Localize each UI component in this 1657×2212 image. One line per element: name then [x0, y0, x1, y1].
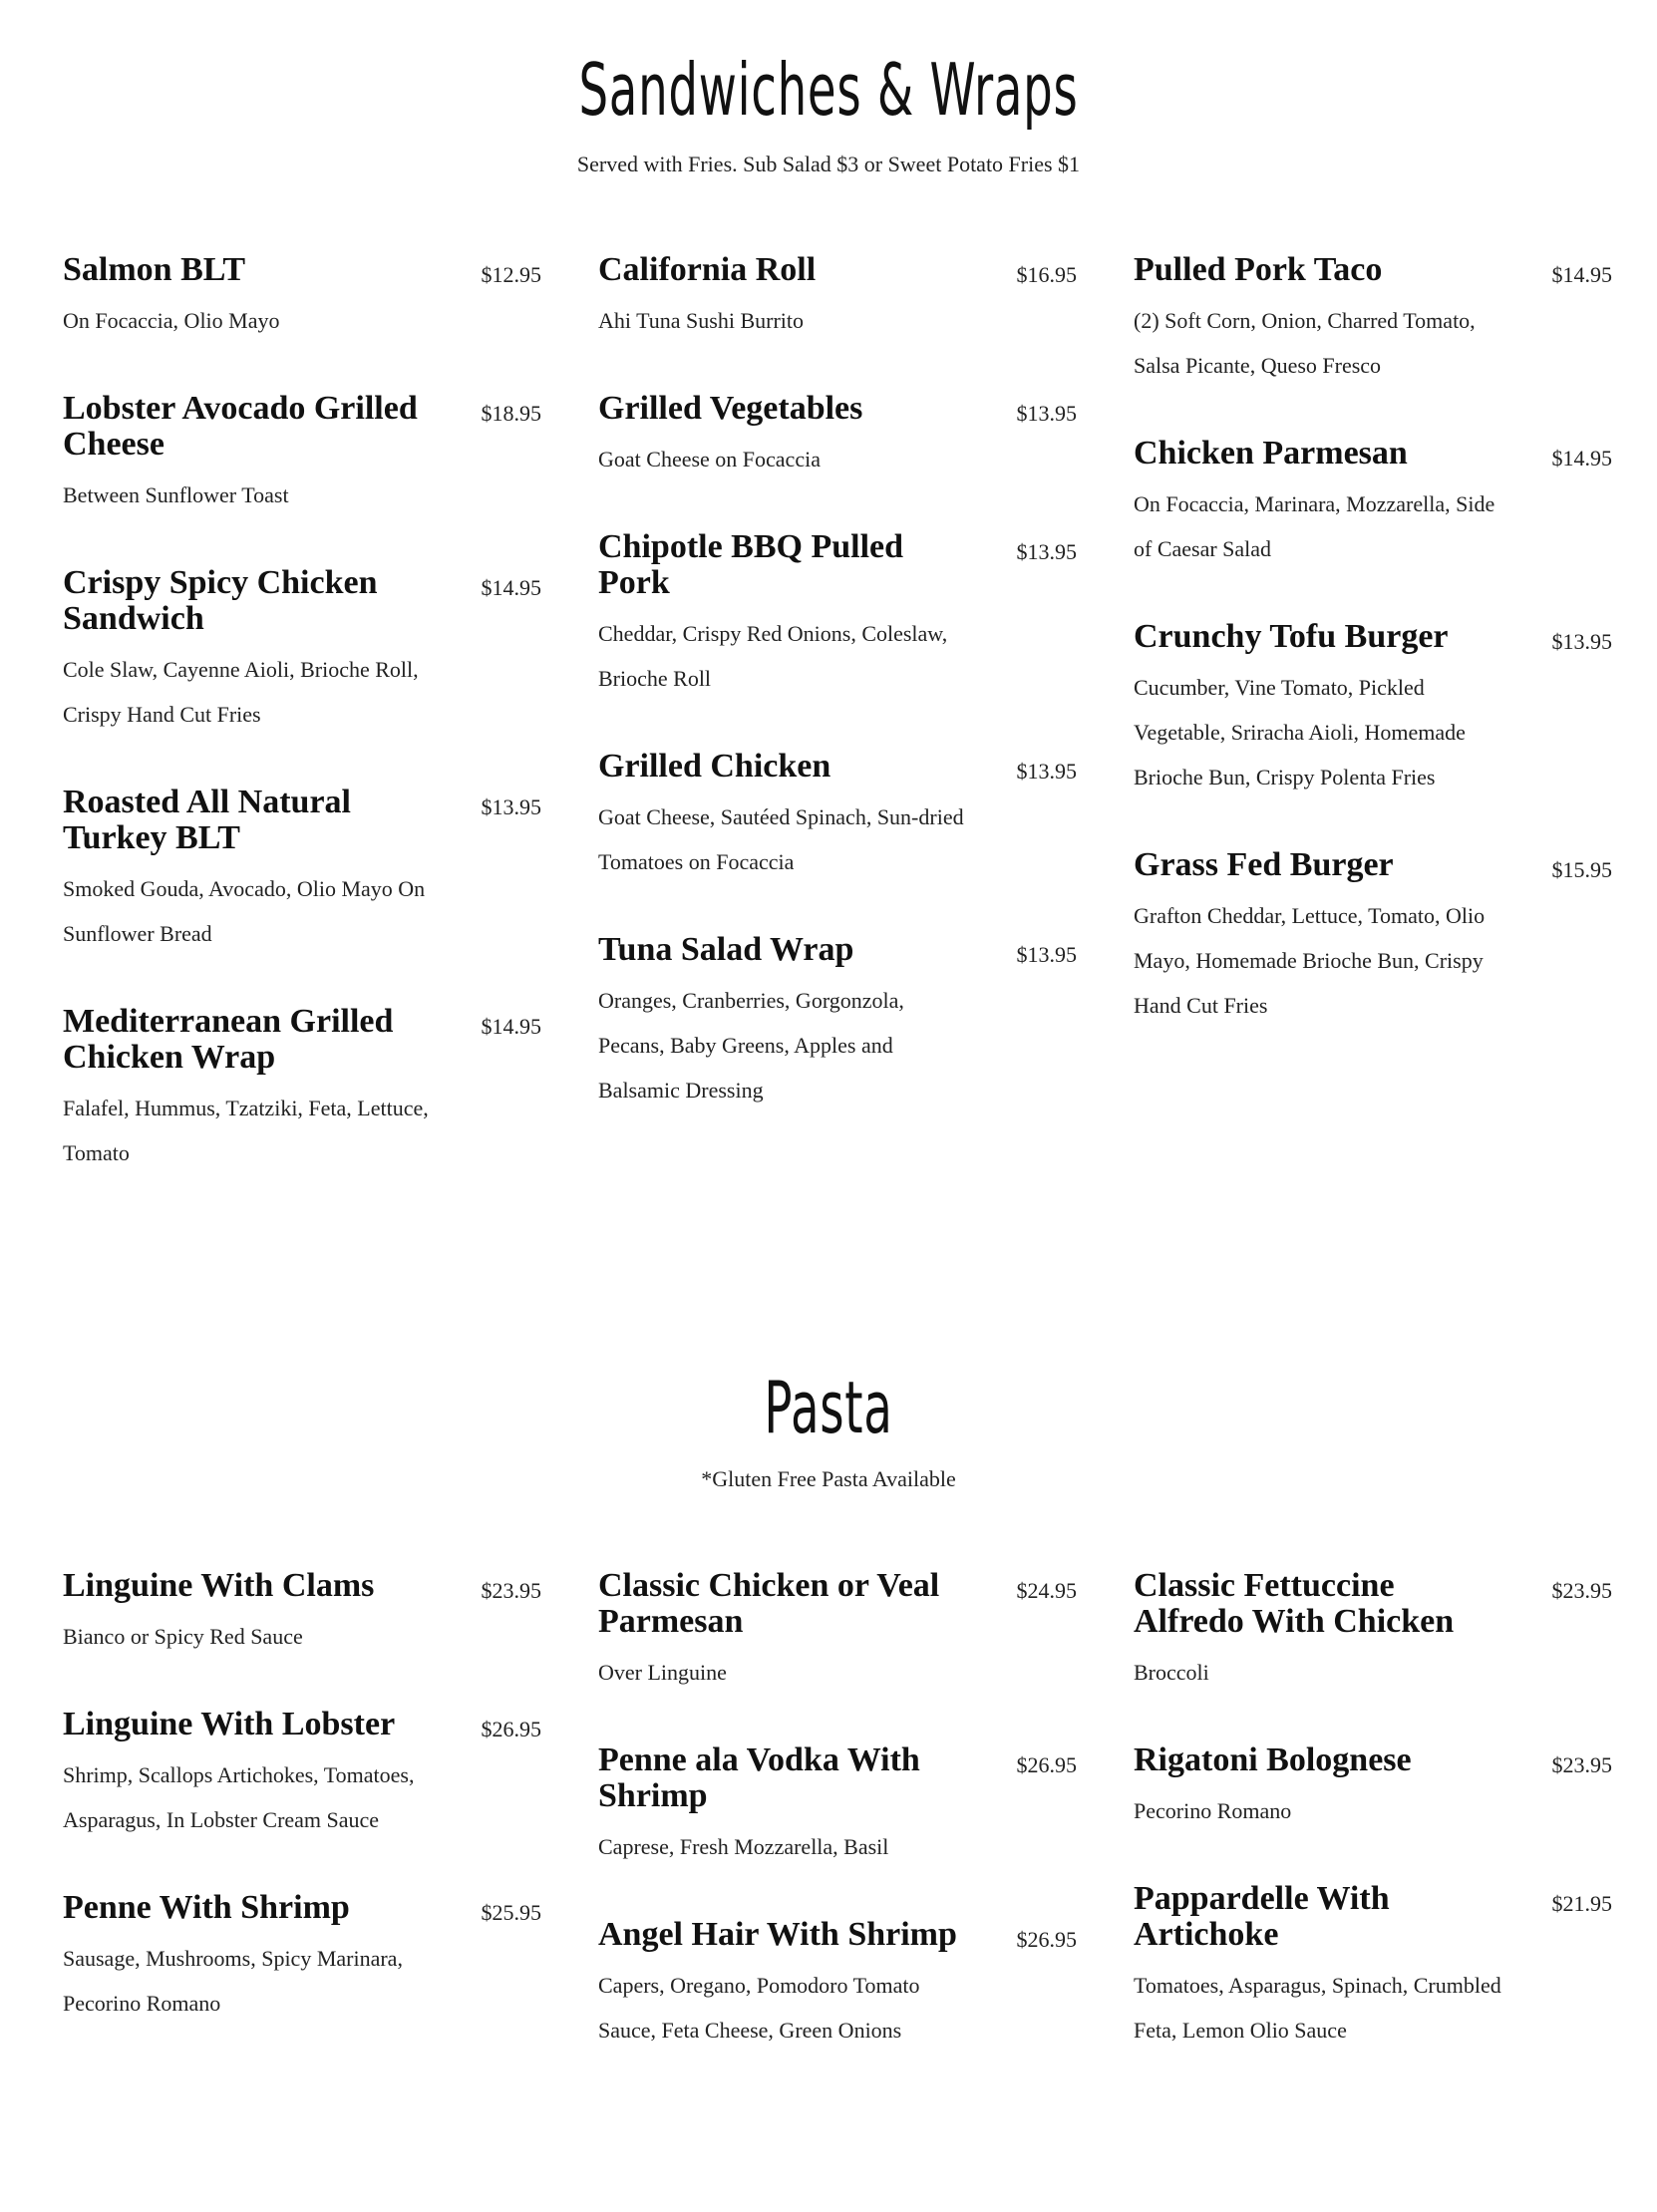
menu-item	[598, 391, 1077, 481]
item-name: Grass Fed Burger	[1134, 846, 1394, 883]
menu-item	[598, 529, 1077, 701]
item-price: $13.95	[481, 794, 541, 819]
menu-item	[63, 565, 541, 737]
item-description: On Focaccia, Marinara, Mozzarella, Side of Caesar Salad	[1134, 491, 1495, 561]
item-description: (2) Soft Corn, Onion, Charred Tomato, Salsa Picante, Queso Fresco	[1134, 308, 1476, 378]
menu-item	[1134, 1568, 1612, 1695]
item-name: Classic Fettuccine Alfredo With Chicken	[1134, 1567, 1455, 1640]
item-name: Angel Hair With Shrimp	[598, 1916, 957, 1953]
item-name: Salmon BLT	[63, 251, 245, 288]
item-price: $12.95	[481, 262, 541, 287]
item-name: Linguine With Lobster	[63, 1706, 396, 1742]
item-price: $25.95	[481, 1900, 541, 1925]
item-description: Tomatoes, Asparagus, Spinach, Crumbled Feta, Lemon Olio Sauce	[1134, 1973, 1501, 2043]
item-name: Linguine With Clams	[63, 1567, 375, 1604]
menu-item	[598, 749, 1077, 884]
item-name: California Roll	[598, 251, 817, 288]
item-description: Grafton Cheddar, Lettuce, Tomato, Olio Mayo, Homemade Brioche Bun, Crispy Hand Cut Fries	[1134, 903, 1486, 1018]
item-price: $26.95	[481, 1717, 541, 1741]
item-price: $26.95	[1016, 1752, 1077, 1777]
item-description: Falafel, Hummus, Tzatziki, Feta, Lettuce, Tomato	[63, 1096, 429, 1165]
menu-item	[1134, 1742, 1612, 1833]
item-description: Oranges, Cranberries, Gorgonzola, Pecans, Baby Greens, Apples and Balsamic Dressing	[598, 988, 904, 1103]
menu-item	[1134, 619, 1612, 799]
menu-item	[63, 1568, 541, 1659]
menu-item	[1134, 1881, 1612, 2053]
pasta-column-1	[63, 1568, 541, 2026]
sandwiches-column-1	[63, 252, 541, 1175]
sandwiches-section-subtitle: Served with Fries. Sub Salad $3 or Sweet Potato Fries $1	[576, 152, 1081, 176]
item-price: $14.95	[1551, 446, 1612, 471]
menu-item	[63, 785, 541, 956]
item-name: Chipotle BBQ Pulled Pork	[598, 528, 904, 601]
item-name: Mediterranean Grilled Chicken Wrap	[63, 1003, 394, 1076]
item-price: $13.95	[1551, 629, 1612, 654]
item-description: Cucumber, Vine Tomato, Pickled Vegetable, Sriracha Aioli, Homemade Brioche Bun, Crispy Polenta Fries	[1134, 675, 1466, 790]
item-price: $13.95	[1016, 539, 1077, 564]
item-description: Goat Cheese on Focaccia	[598, 447, 821, 472]
item-name: Roasted All Natural Turkey BLT	[63, 784, 351, 856]
item-price: $23.95	[1551, 1578, 1612, 1603]
item-price: $24.95	[1016, 1578, 1077, 1603]
item-description: Broccoli	[1134, 1660, 1209, 1685]
item-price: $21.95	[1551, 1891, 1612, 1916]
item-price: $23.95	[1551, 1752, 1612, 1777]
pasta-column-2	[598, 1568, 1077, 2053]
item-description: On Focaccia, Olio Mayo	[63, 308, 280, 333]
item-price: $13.95	[1016, 401, 1077, 426]
item-price: $23.95	[481, 1578, 541, 1603]
menu-item	[598, 932, 1077, 1112]
item-description: Capers, Oregano, Pomodoro Tomato Sauce, Feta Cheese, Green Onions	[598, 1973, 920, 2043]
item-description: Ahi Tuna Sushi Burrito	[598, 308, 804, 333]
sandwiches-column-2	[598, 252, 1077, 1112]
item-description: Goat Cheese, Sautéed Spinach, Sun-dried Tomatoes on Focaccia	[598, 804, 964, 874]
item-price: $16.95	[1016, 262, 1077, 287]
menu-item	[598, 1568, 1077, 1695]
item-name: Classic Chicken or Veal Parmesan	[598, 1567, 940, 1640]
item-name: Pappardelle With Artichoke	[1134, 1880, 1390, 1953]
item-description: Cheddar, Crispy Red Onions, Coleslaw, Brioche Roll	[598, 621, 948, 691]
item-description: Pecorino Romano	[1134, 1798, 1292, 1823]
menu-item	[63, 1890, 541, 2026]
item-price: $14.95	[481, 575, 541, 600]
item-price: $26.95	[1016, 1927, 1077, 1952]
item-name: Rigatoni Bolognese	[1134, 1741, 1412, 1778]
menu-item	[63, 252, 541, 343]
pasta-column-3	[1134, 1568, 1612, 2053]
menu-item	[1134, 436, 1612, 571]
menu-item	[598, 1742, 1077, 1869]
item-description: Smoked Gouda, Avocado, Olio Mayo On Sunflower Bread	[63, 876, 426, 946]
item-description: Cole Slaw, Cayenne Aioli, Brioche Roll, Crispy Hand Cut Fries	[63, 657, 419, 727]
item-name: Crispy Spicy Chicken Sandwich	[63, 564, 378, 637]
item-name: Lobster Avocado Grilled Cheese	[63, 390, 418, 463]
item-price: $15.95	[1551, 857, 1612, 882]
item-description: Caprese, Fresh Mozzarella, Basil	[598, 1834, 889, 1859]
menu-item	[63, 1707, 541, 1842]
item-name: Grilled Vegetables	[598, 390, 863, 427]
item-description: Bianco or Spicy Red Sauce	[63, 1624, 303, 1649]
item-description: Between Sunflower Toast	[63, 482, 289, 507]
menu-item	[63, 391, 541, 517]
item-price: $18.95	[481, 401, 541, 426]
item-price: $14.95	[481, 1014, 541, 1039]
pasta-section-title: Pasta	[764, 1366, 893, 1449]
item-price: $14.95	[1551, 262, 1612, 287]
item-description: Shrimp, Scallops Artichokes, Tomatoes, Asparagus, In Lobster Cream Sauce	[63, 1762, 415, 1832]
sandwiches-column-3	[1134, 252, 1612, 1028]
item-name: Tuna Salad Wrap	[598, 931, 854, 968]
menu-item	[598, 252, 1077, 343]
menu-item	[1134, 847, 1612, 1028]
item-description: Sausage, Mushrooms, Spicy Marinara, Pecorino Romano	[63, 1946, 403, 2016]
item-name: Chicken Parmesan	[1134, 435, 1408, 472]
item-price: $13.95	[1016, 759, 1077, 784]
menu-item	[1134, 252, 1612, 388]
item-name: Crunchy Tofu Burger	[1134, 618, 1449, 655]
sandwiches-section-title: Sandwiches & Wraps	[578, 48, 1079, 132]
item-name: Penne ala Vodka With Shrimp	[598, 1741, 920, 1814]
pasta-section-subtitle: *Gluten Free Pasta Available	[701, 1466, 956, 1491]
item-name: Grilled Chicken	[598, 748, 831, 785]
menu-item	[598, 1917, 1077, 2053]
menu-item	[63, 1004, 541, 1175]
item-price: $13.95	[1016, 942, 1077, 967]
item-name: Penne With Shrimp	[63, 1889, 350, 1926]
item-name: Pulled Pork Taco	[1134, 251, 1383, 288]
item-description: Over Linguine	[598, 1660, 727, 1685]
